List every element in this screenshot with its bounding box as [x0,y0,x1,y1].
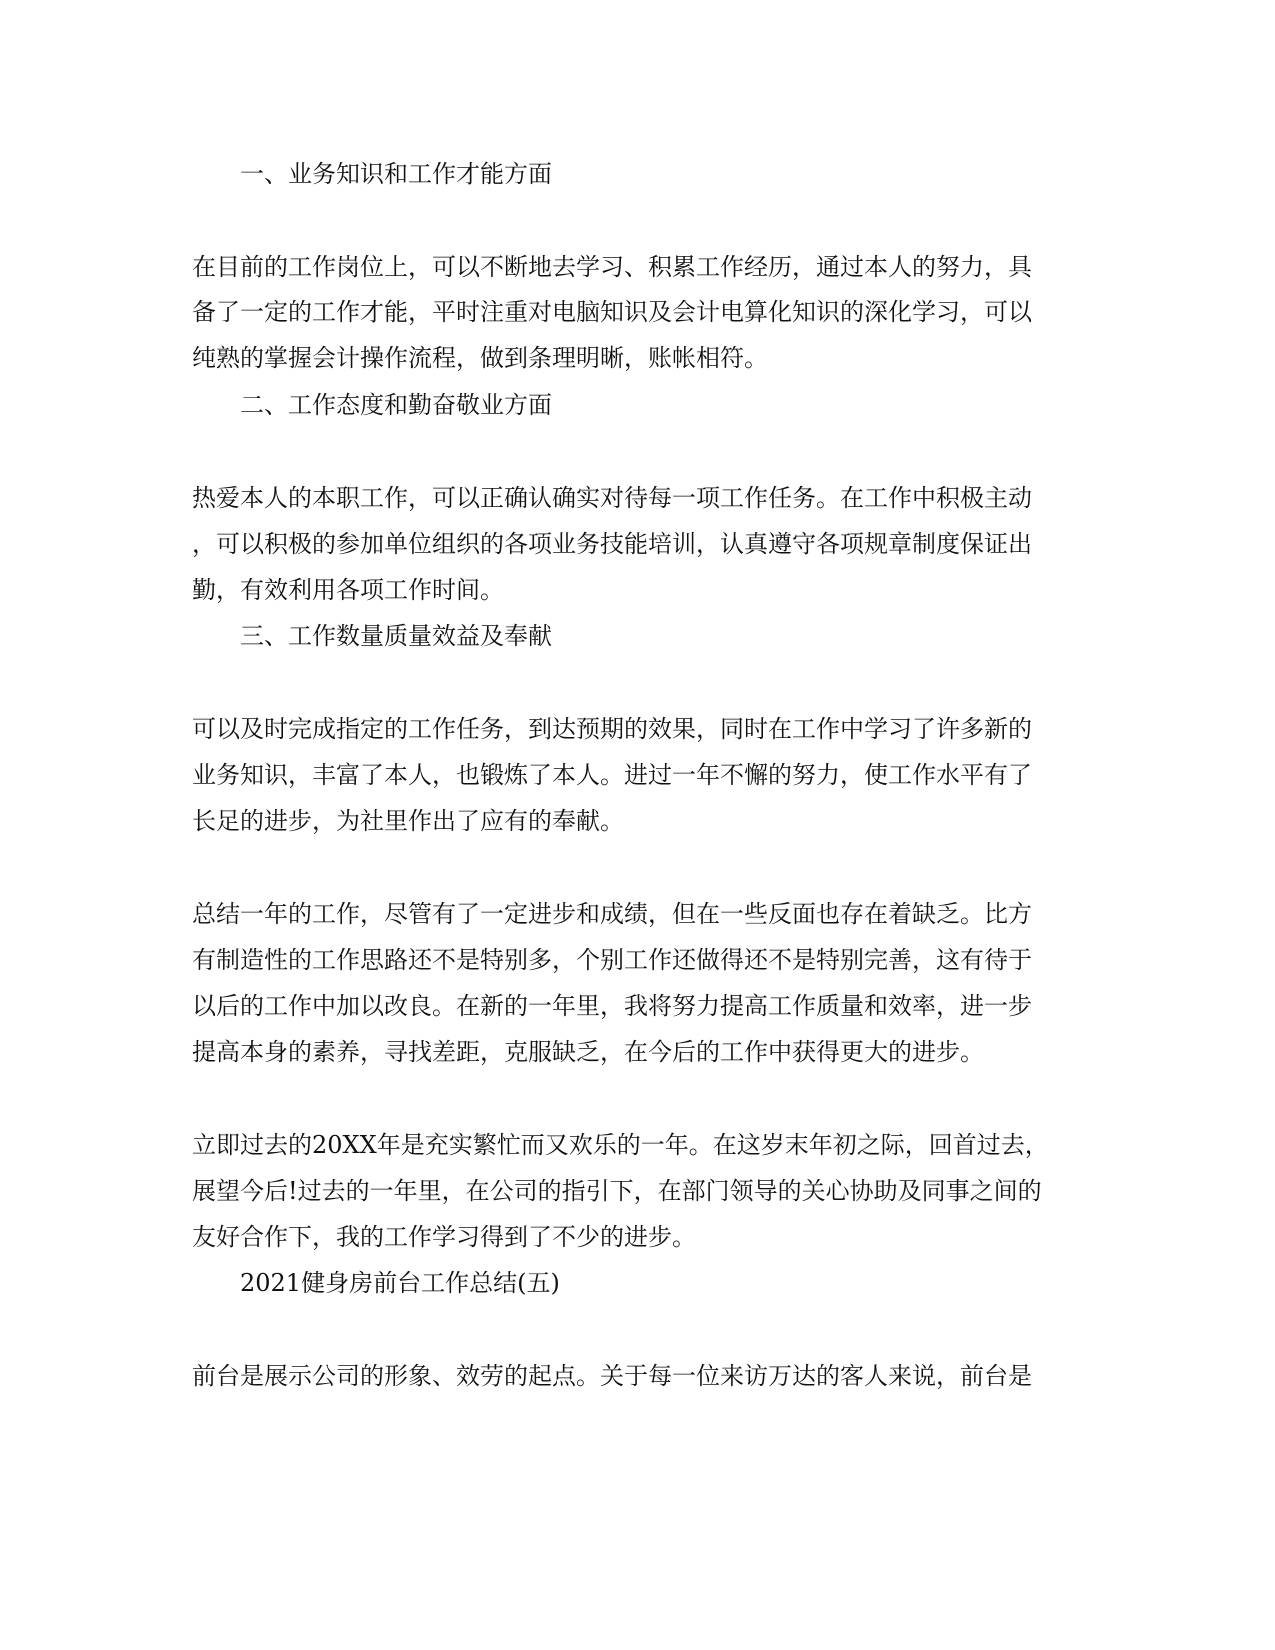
paragraph-line: 友好合作下，我的工作学习得到了不少的进步。 [192,1223,696,1251]
paragraph-line: 有制造性的工作思路还不是特别多，个别工作还做得还不是特别完善，这有待于 [192,946,1032,974]
paragraph-line: ，可以积极的参加单位组织的各项业务技能培训，认真遵守各项规章制度保证出 [192,530,1032,558]
paragraph-line: 备了一定的工作才能，平时注重对电脑知识及会计电算化知识的深化学习，可以 [192,298,1032,326]
paragraph-line: 可以及时完成指定的工作任务，到达预期的效果，同时在工作中学习了许多新的 [192,715,1032,743]
paragraph-line: 立即过去的20XX年是充实繁忙而又欢乐的一年。在这岁末年初之际，回首过去， [192,1131,1049,1159]
paragraph-line: 提高本身的素养，寻找差距，克服缺乏，在今后的工作中获得更大的进步。 [192,1038,984,1066]
paragraph-line: 以后的工作中加以改良。在新的一年里，我将努力提高工作质量和效率，进一步 [192,992,1032,1020]
paragraph-line: 长足的进步，为社里作出了应有的奉献。 [192,807,624,835]
paragraph-line: 热爱本人的本职工作，可以正确认确实对待每一项工作任务。在工作中积极主动 [192,484,1032,512]
paragraph-line: 在目前的工作岗位上，可以不断地去学习、积累工作经历，通过本人的努力，具 [192,253,1032,281]
section-heading-business-knowledge: 一、业务知识和工作才能方面 [240,160,552,188]
paragraph-line: 前台是展示公司的形象、效劳的起点。关于每一位来访万达的客人来说，前台是 [192,1362,1032,1390]
paragraph-line: 勤，有效利用各项工作时间。 [192,576,504,604]
section-heading-work-quality: 三、工作数量质量效益及奉献 [240,622,552,650]
section-heading-gym-front-desk-summary: 2021健身房前台工作总结(五) [240,1269,560,1297]
paragraph-line: 总结一年的工作，尽管有了一定进步和成绩，但在一些反面也存在着缺乏。比方 [192,900,1032,928]
section-heading-work-attitude: 二、工作态度和勤奋敬业方面 [240,391,552,419]
paragraph-line: 展望今后!过去的一年里，在公司的指引下，在部门领导的关心协助及同事之间的 [192,1177,1042,1205]
paragraph-line: 纯熟的掌握会计操作流程，做到条理明晰，账帐相符。 [192,344,768,372]
paragraph-line: 业务知识，丰富了本人，也锻炼了本人。进过一年不懈的努力，使工作水平有了 [192,761,1032,789]
